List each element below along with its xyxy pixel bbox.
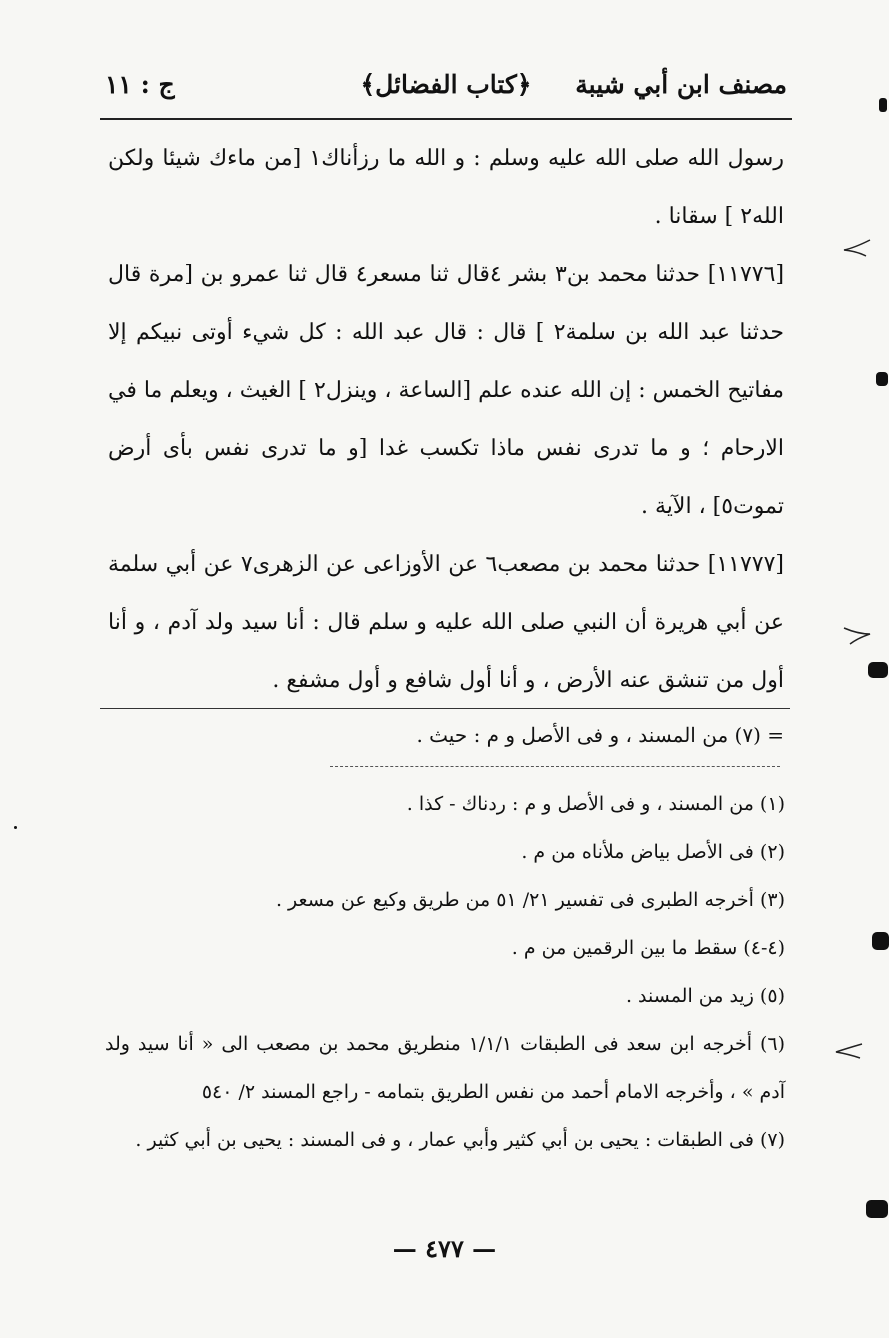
footnote-5: (٥) زيد من المسند . bbox=[625, 985, 785, 1007]
paragraph-continuation: رسول الله صلى الله عليه وسلم : و الله ما رزأناك١ [من ماءك شيئا ولكن الله٢ ] سقانا . bbox=[108, 146, 784, 229]
main-text bbox=[108, 130, 784, 710]
footnote-6: (٦) أخرجه ابن سعد فى الطبقات ١/١/١ منطريق محمد بن مصعب الى « أنا سيد ولد آدم » ، وأخرجه الامام أحمد من نفس الطريق بتمامه - راجع المسند ٢/ ٥٤٠ bbox=[105, 1033, 785, 1103]
scan-mark bbox=[879, 98, 887, 112]
scan-mark bbox=[866, 1200, 888, 1218]
chapter-title: ﴿كتاب الفضائل﴾ bbox=[360, 70, 532, 99]
footnote-7: (٧) فى الطبقات : يحيى بن أبي كثير وأبي عمار ، و فى المسند : يحيى بن أبي كثير . bbox=[135, 1129, 785, 1151]
footnote-divider bbox=[330, 766, 780, 767]
running-header bbox=[105, 62, 787, 116]
footnote-2: (٢) فى الأصل بياض ملأناه من م . bbox=[521, 841, 785, 863]
volume-number: ج : ١١ bbox=[105, 70, 175, 99]
margin-hook-mark bbox=[842, 626, 872, 646]
margin-hook-mark bbox=[842, 238, 872, 258]
footnote-4: (٤-٤) سقط ما بين الرقمين من م . bbox=[511, 937, 785, 959]
hadith-11777: [١١٧٧٧] حدثنا محمد بن مصعب٦ عن الأوزاعى عن الزهرى٧ عن أبي سلمة عن أبي هريرة أن النبي صلى الله عليه و سلم قال : أنا سيد ولد آدم ، و أنا أول من تنشق عنه الأرض ، و أنا أول شافع و أول مشفع . bbox=[108, 552, 785, 693]
footnote-continued: = (٧) من المسند ، و فى الأصل و م : حيث . bbox=[416, 723, 784, 747]
footnote-1: (١) من المسند ، و فى الأصل و م : ردناك - كذا . bbox=[406, 793, 785, 815]
footnote-3: (٣) أخرجه الطبرى فى تفسير ٢١/ ٥١ من طريق وكيع عن مسعر . bbox=[275, 889, 785, 911]
scan-mark bbox=[876, 372, 888, 386]
margin-hook-mark bbox=[834, 1040, 864, 1060]
scan-mark bbox=[868, 662, 888, 678]
scan-speck bbox=[14, 826, 17, 829]
footnote-separator bbox=[100, 708, 790, 709]
page-number: — ٤٧٧ — bbox=[392, 1234, 497, 1263]
scan-mark bbox=[872, 932, 889, 950]
book-title: مصنف ابن أبي شيبة bbox=[575, 70, 787, 99]
header-rule bbox=[100, 118, 792, 120]
hadith-11776: [١١٧٧٦] حدثنا محمد بن٣ بشر ٤قال ثنا مسعر٤ قال ثنا عمرو بن [مرة قال حدثنا عبد الله بن سلمة٢ ] قال : قال عبد الله : كل شيء أوتى نبيكم إلا مفاتيح الخمس : إن الله عنده علم [الساعة ، وينزل٢ ] الغيث ، ويعلم ما في الارحام ؛ و ما تدرى نفس ماذا تكسب غدا [و ما تدرى نفس بأى أرض تموت٥] ، الآية . bbox=[108, 262, 785, 519]
footnotes bbox=[105, 780, 785, 1164]
